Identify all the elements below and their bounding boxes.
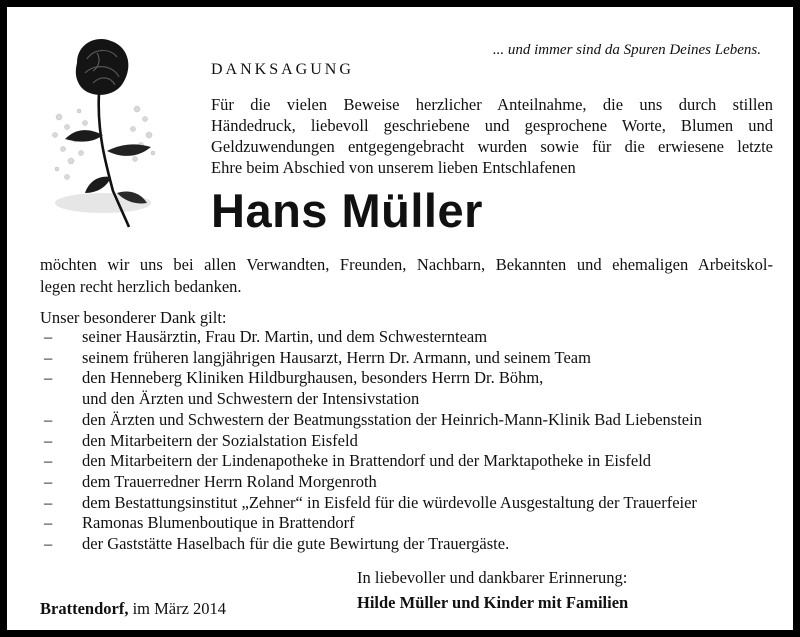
thanks-line: möchten wir uns bei allen Verwandten, Freunden, Nachbarn, Bekannten und ehemaligen Arbeitskol- [40, 255, 773, 274]
motto: ... und immer sind da Spuren Deines Lebens. [492, 42, 761, 58]
list-item-text: seinem früheren langjährigen Hausarzt, Herrn Dr. Armann, und seinem Team [82, 347, 591, 367]
rose-image [37, 31, 177, 231]
list-item-text: den Ärzten und Schwestern der Beatmungsstation der Heinrich-Mann-Klinik Bad Liebenstein [82, 409, 702, 429]
intro-paragraph [211, 94, 773, 178]
list-item [40, 368, 780, 409]
list-item [40, 327, 780, 348]
list-item-text: der Gaststätte Haselbach für die gute Bewirtung der Trauergäste. [82, 534, 510, 554]
list-item [40, 513, 780, 534]
dash: – [44, 327, 53, 346]
intro-line: Ehre beim Abschied von unserem lieben Entschlafenen [211, 158, 576, 177]
special-thanks-list [40, 327, 780, 555]
list-item [40, 493, 780, 514]
list-item-text: den Mitarbeitern der Lindenapotheke in Brattendorf und der Marktapotheke in Eisfeld [82, 451, 652, 471]
list-item-text: den Mitarbeitern der Sozialstation Eisfeld [82, 430, 358, 450]
list-item [40, 451, 780, 472]
dash: – [44, 534, 53, 554]
list-item [40, 472, 780, 493]
dash: – [44, 430, 53, 450]
thanks-paragraph [40, 254, 773, 298]
list-item [40, 348, 780, 369]
dash: – [44, 409, 53, 429]
list-item-text: den Henneberg Kliniken Hildburghausen, besonders Herrn Dr. Böhm, [82, 368, 544, 388]
list-item-text: seiner Hausärztin, Frau Dr. Martin, und dem Schwesternteam [82, 327, 488, 346]
intro-line: Für die vielen Beweise herzlicher Anteilnahme, die uns durch stillen [211, 95, 773, 114]
dash: – [44, 347, 53, 367]
thanks-line: legen recht herzlich bedanken. [40, 277, 242, 296]
special-thanks-heading: Unser besonderer Dank gilt: [40, 308, 227, 327]
place: Brattendorf, [40, 599, 129, 618]
intro-line: Händedruck, liebevoll geschriebene und gesprochene Worte, Blumen und [211, 116, 773, 135]
list-item-text: dem Bestattungsinstitut „Zehner“ in Eisfeld für die würdevolle Ausgestaltung der Trauerfeier [82, 492, 697, 512]
date: im März 2014 [132, 599, 227, 618]
dash: – [44, 451, 53, 471]
list-item [40, 431, 780, 452]
dash: – [44, 513, 53, 533]
dash: – [44, 368, 53, 388]
list-item-text: und den Ärzten und Schwestern der Intensivstation [82, 389, 420, 409]
heading: DANKSAGUNG [211, 61, 354, 78]
place-date [40, 599, 226, 619]
dash: – [44, 471, 53, 491]
deceased-name: Hans Müller [211, 184, 483, 237]
list-item [40, 534, 780, 555]
closing-line: In liebevoller und dankbarer Erinnerung: [357, 568, 628, 587]
list-item-text: dem Trauerredner Herrn Roland Morgenroth [82, 471, 377, 491]
list-item [40, 410, 780, 431]
intro-line: Geldzuwendungen entgegengebracht wurden sowie für die erwiesene letzte [211, 137, 773, 156]
dash: – [44, 492, 53, 512]
list-item-text: Ramonas Blumenboutique in Brattendorf [82, 513, 355, 533]
signature: Hilde Müller und Kinder mit Familien [357, 593, 629, 612]
